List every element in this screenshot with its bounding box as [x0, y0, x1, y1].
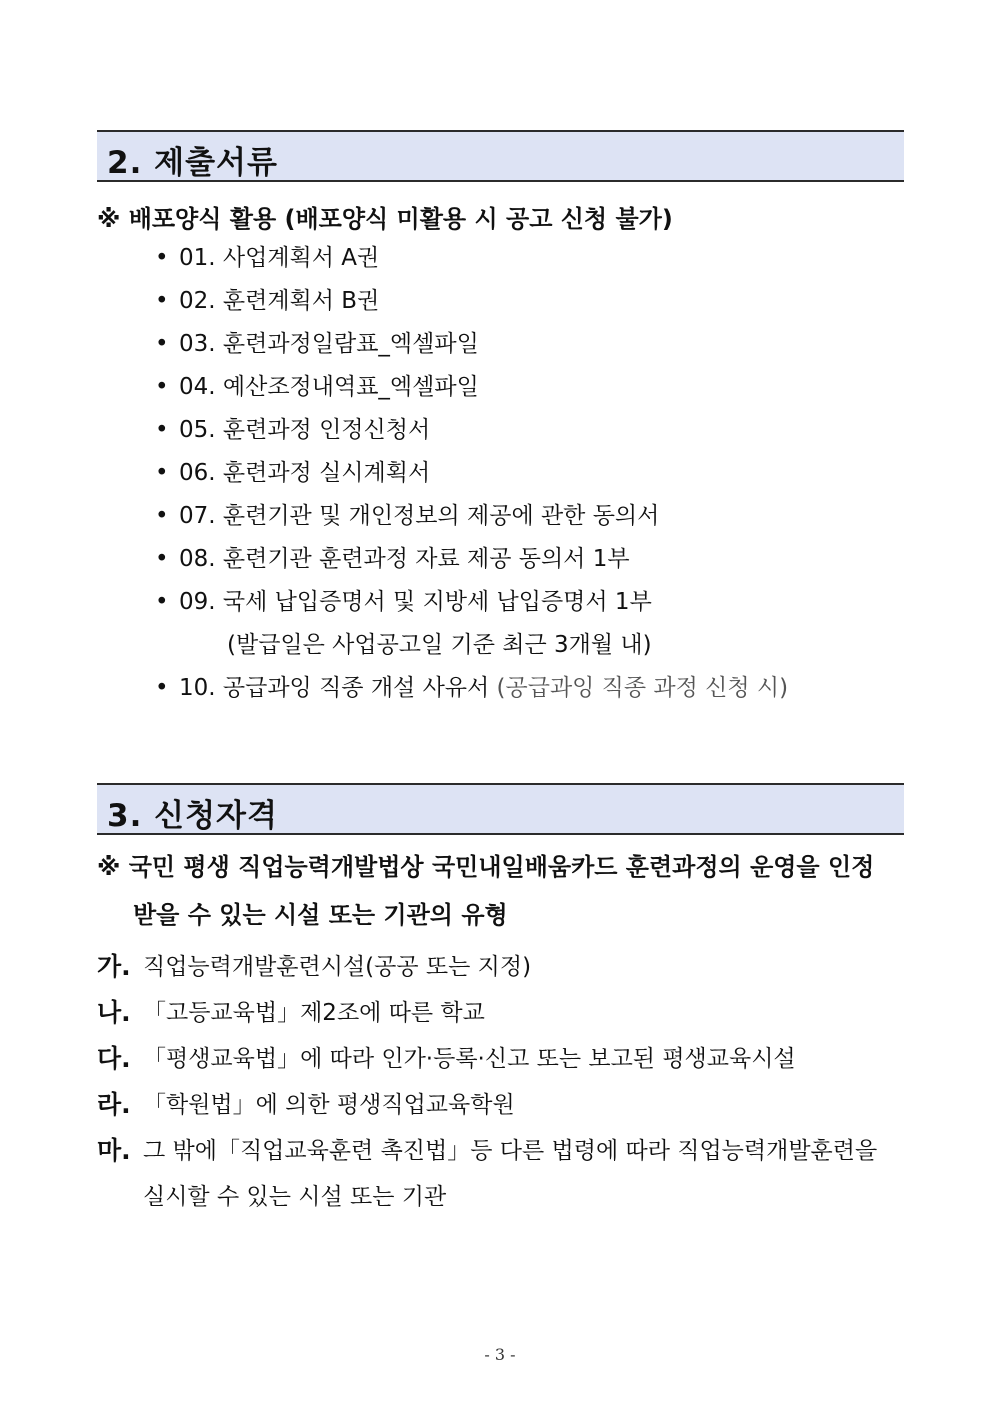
list-item: 라. 「학원법」에 의한 평생직업교육학원 — [97, 1082, 907, 1128]
bullet-icon: • — [155, 589, 169, 615]
bullet-icon: • — [155, 417, 169, 443]
list-item: • 06. 훈련과정 실시계획서 — [155, 452, 788, 495]
item-label: 라. — [97, 1090, 131, 1119]
section-3-note — [97, 843, 907, 939]
section-2-title: 2. 제출서류 — [107, 145, 278, 181]
list-item: 마. 그 밖에「직업교육훈련 촉진법」등 다른 법령에 따라 직업능력개발훈련을 — [97, 1128, 907, 1174]
list-item: 가. 직업능력개발훈련시설(공공 또는 지정) — [97, 944, 907, 990]
section-3-title: 3. 신청자격 — [107, 798, 278, 834]
bullet-icon: • — [155, 503, 169, 529]
document-list — [155, 237, 788, 710]
section-2-note: ※ 배포양식 활용 (배포양식 미활용 시 공고 신청 불가) — [97, 205, 673, 233]
bullet-icon: • — [155, 546, 169, 572]
list-item-note: (공급과잉 직종 과정 신청 시) — [496, 675, 789, 701]
section-3-header — [97, 783, 904, 835]
list-item: • 05. 훈련과정 인정신청서 — [155, 409, 788, 452]
list-item-continuation: 실시할 수 있는 시설 또는 기관 — [143, 1184, 447, 1210]
list-item: • 03. 훈련과정일람표_엑셀파일 — [155, 323, 788, 366]
item-label: 나. — [97, 998, 131, 1027]
section-2-header — [97, 130, 904, 182]
list-item-continuation: (발급일은 사업공고일 기준 최근 3개월 내) — [227, 632, 652, 658]
list-item: • 08. 훈련기관 훈련과정 자료 제공 동의서 1부 — [155, 538, 788, 581]
list-item: • 10. 공급과잉 직종 개설 사유서 (공급과잉 직종 과정 신청 시) — [155, 667, 788, 710]
list-item: • 09. 국세 납입증명서 및 지방세 납입증명서 1부 — [155, 581, 788, 624]
bullet-icon: • — [155, 374, 169, 400]
page-number: - 3 - — [484, 1345, 516, 1364]
list-item: 다. 「평생교육법」에 따라 인가·등록·신고 또는 보고된 평생교육시설 — [97, 1036, 907, 1082]
section-3-note-line2: 받을 수 있는 시설 또는 기관의 유형 — [133, 901, 508, 929]
list-item: • 02. 훈련계획서 B권 — [155, 280, 788, 323]
item-label: 마. — [97, 1136, 131, 1165]
eligibility-list — [97, 944, 907, 1220]
list-item: • 01. 사업계획서 A권 — [155, 237, 788, 280]
bullet-icon: • — [155, 288, 169, 314]
bullet-icon: • — [155, 460, 169, 486]
bullet-icon: • — [155, 331, 169, 357]
item-label: 다. — [97, 1044, 131, 1073]
section-3-note-line1: ※ 국민 평생 직업능력개발법상 국민내일배움카드 훈련과정의 운영을 인정 — [97, 853, 875, 881]
list-item: 나. 「고등교육법」제2조에 따른 학교 — [97, 990, 907, 1036]
bullet-icon: • — [155, 675, 169, 701]
list-item: • 07. 훈련기관 및 개인정보의 제공에 관한 동의서 — [155, 495, 788, 538]
item-label: 가. — [97, 952, 131, 981]
list-item: • 04. 예산조정내역표_엑셀파일 — [155, 366, 788, 409]
bullet-icon: • — [155, 245, 169, 271]
